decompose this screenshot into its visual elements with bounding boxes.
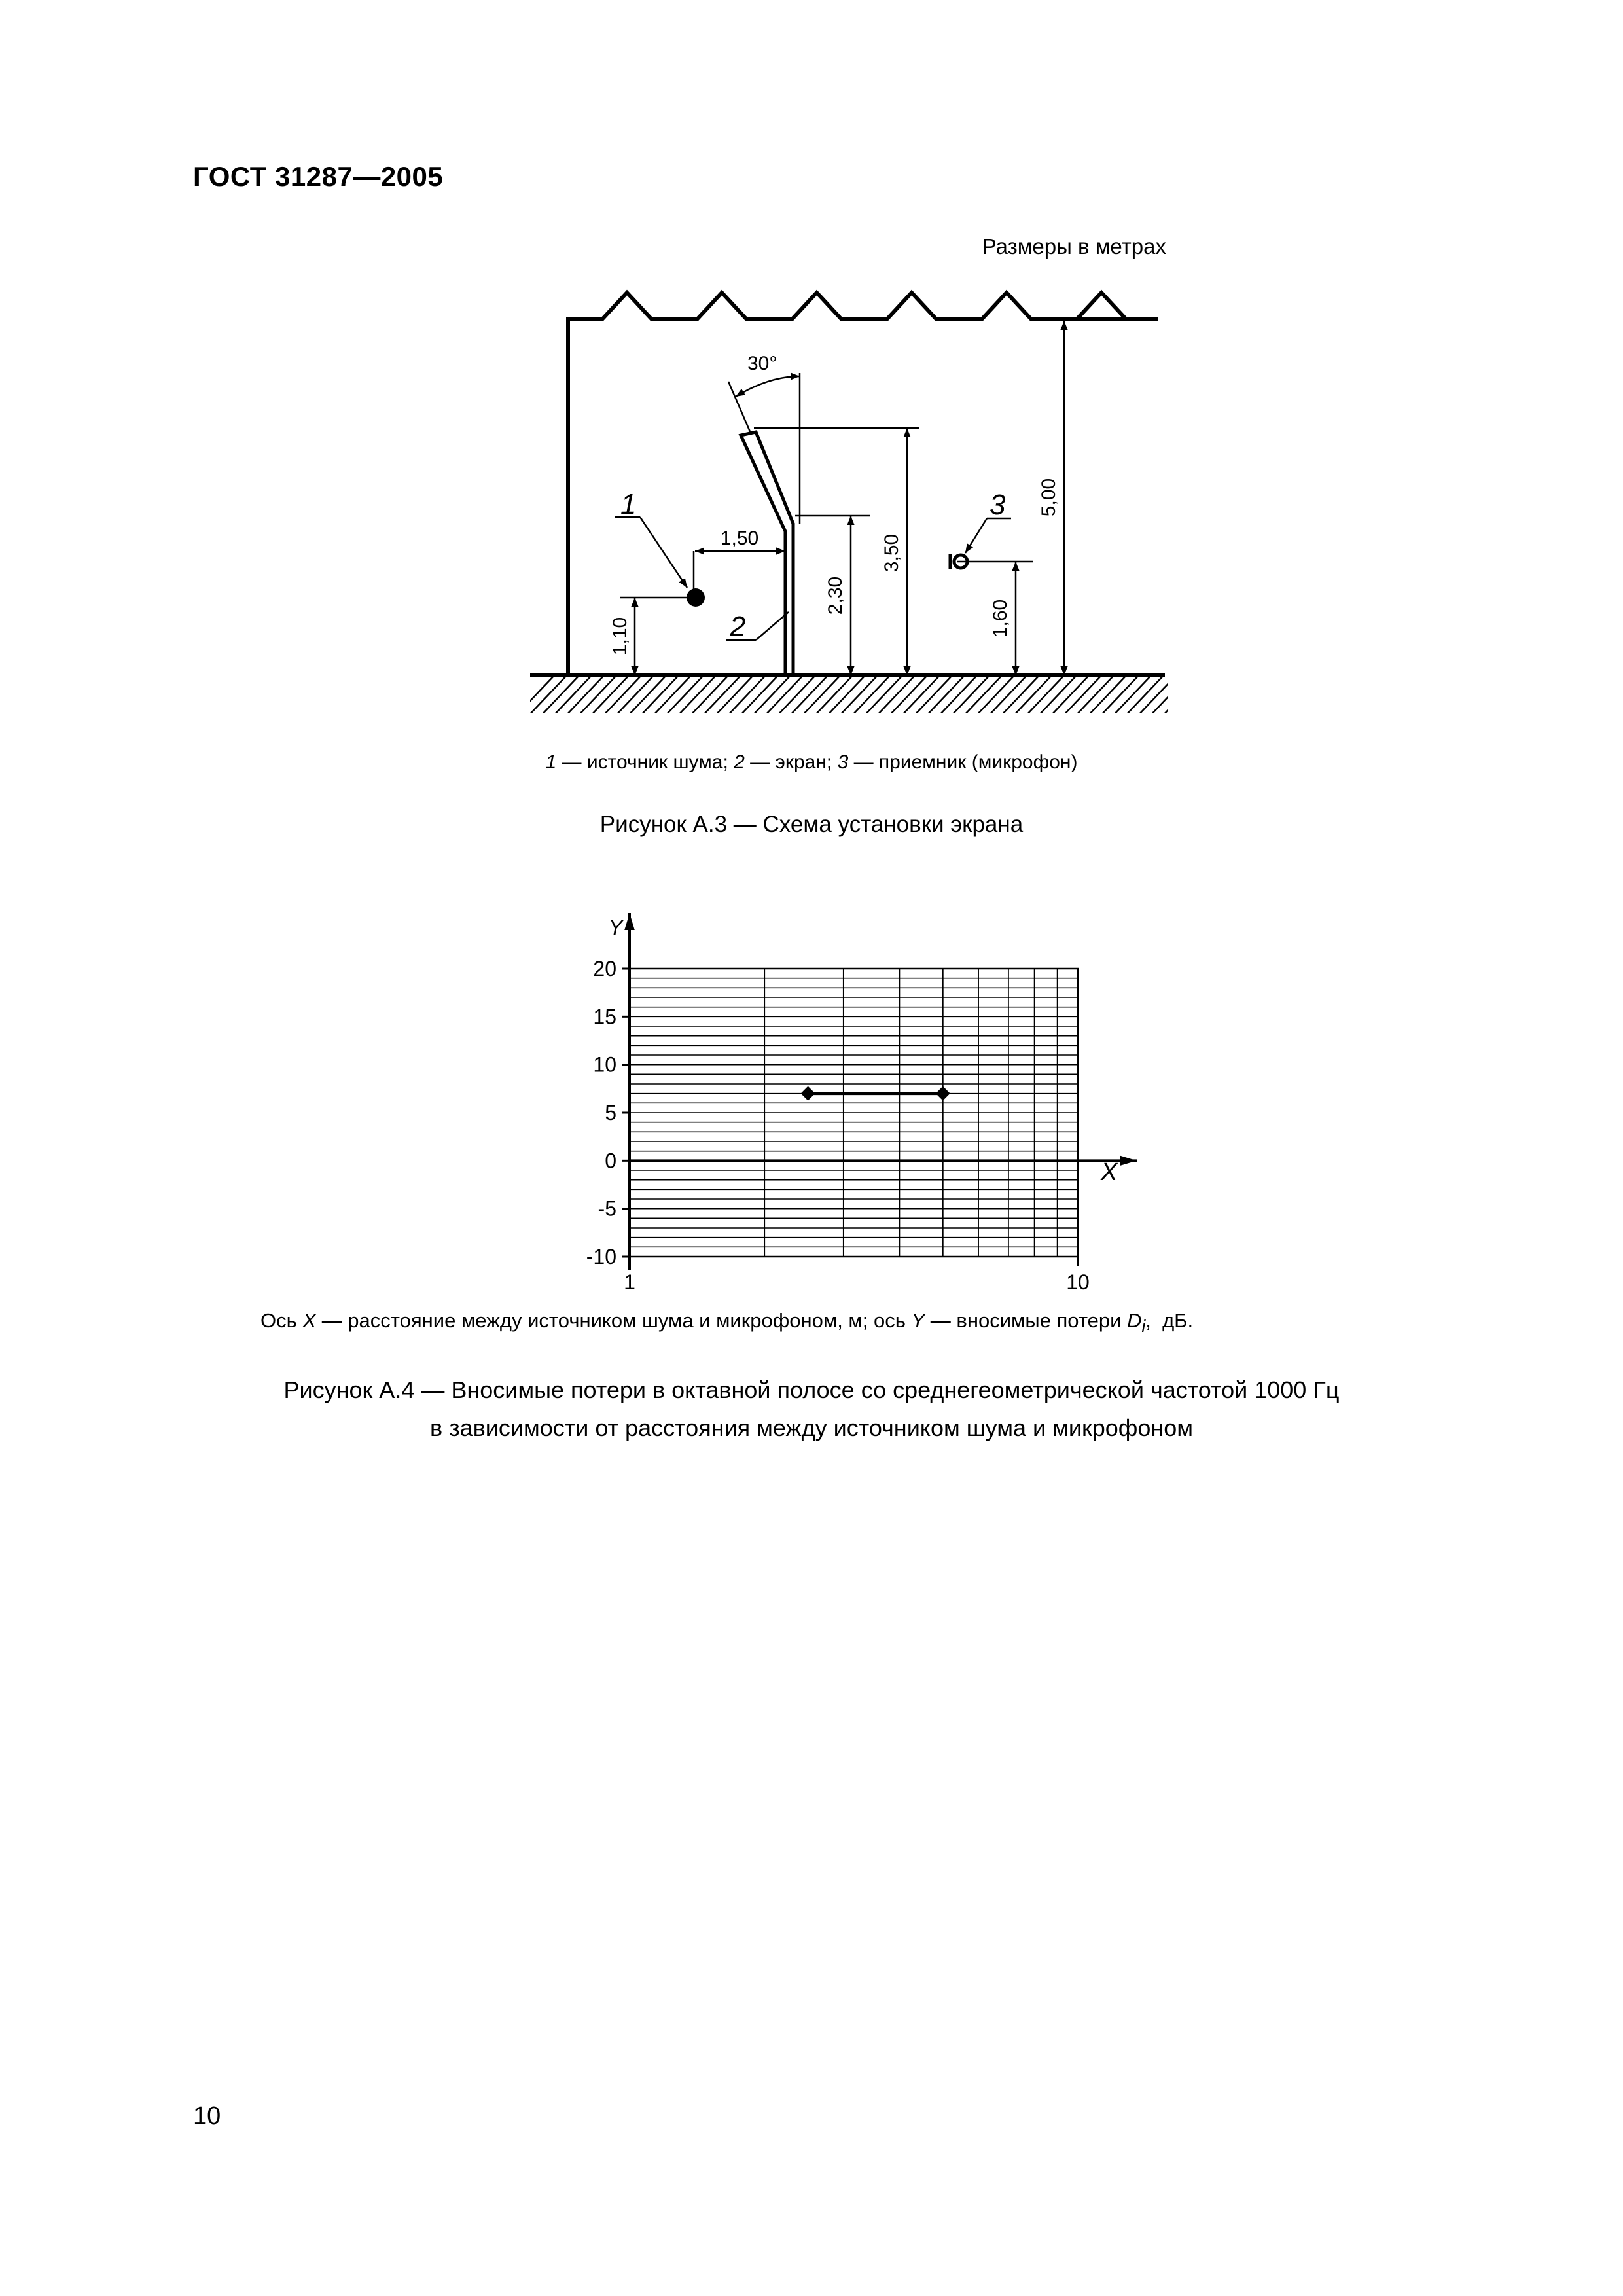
angle-label: 30° [747, 353, 777, 374]
data-point-marker [936, 1086, 950, 1101]
x-axis-label: X [1101, 1158, 1118, 1186]
ground-hatching [517, 677, 1185, 715]
hatch-line [1164, 677, 1185, 715]
document-header: ГОСТ 31287—2005 [193, 161, 444, 192]
y-tick-label: 10 [593, 1052, 616, 1077]
legend-number-2: 2 [734, 751, 745, 773]
chart-grid [630, 969, 1078, 1257]
y-tick-label: 0 [605, 1149, 616, 1173]
callout-source: 1 [620, 488, 637, 520]
axes-note-x: X [302, 1309, 317, 1332]
data-point-marker [801, 1086, 815, 1101]
y-axis-label: Y [609, 916, 623, 939]
callout-screen: 2 [730, 611, 746, 643]
callout-receiver: 3 [990, 489, 1006, 521]
dim-receiver-height: 1,60 [990, 599, 1011, 638]
dim-source-height: 1,10 [609, 617, 631, 656]
legend-text-3: — приемник (микрофон) [848, 751, 1078, 773]
axes-note-sub: i [1141, 1318, 1146, 1336]
legend-number-3: 3 [837, 751, 849, 773]
building-outline [568, 293, 1158, 675]
chart-series [801, 1086, 950, 1101]
dim-screen-top: 3,50 [881, 533, 902, 573]
noise-screen [741, 432, 793, 675]
legend-text-2: — экран; [744, 751, 838, 773]
legend-number-1: 1 [545, 751, 557, 773]
dim-source-to-screen: 1,50 [720, 528, 759, 549]
ground [517, 675, 1185, 715]
figure-a3-caption: Рисунок А.3 — Схема установки экрана [599, 812, 1024, 837]
axes-note-text-4: , дБ. [1145, 1309, 1194, 1332]
caption-a4-line1: Рисунок А.4 — Вносимые потери в октавной полосе со среднегеометрической частотой 1000 Гц [283, 1376, 1340, 1403]
figure-a3-diagram [510, 223, 1185, 740]
axes-note-text-1: Ось [260, 1309, 303, 1332]
figure-a3-legend [0, 751, 1623, 774]
page-number: 10 [193, 2102, 221, 2130]
figure-a4-axes-note [260, 1309, 1193, 1336]
x-tick-label: 1 [624, 1270, 635, 1294]
chart-axes [622, 913, 1137, 1270]
y-tick-label: -10 [586, 1245, 616, 1268]
figure-a4-caption [0, 1371, 1623, 1446]
callout-leaders [615, 517, 1011, 640]
legend-text-1: — источник шума; [556, 751, 734, 773]
caption-a4-line2: в зависимости от расстояния между источником шума и микрофоном [429, 1414, 1194, 1441]
dim-ceiling-height: 5,00 [1038, 478, 1060, 517]
x-tick-label: 10 [1066, 1270, 1090, 1294]
figure-a4-chart [563, 903, 1152, 1296]
y-tick-label: 15 [593, 1005, 616, 1029]
y-tick-label: 20 [593, 957, 616, 980]
noise-source-marker [687, 588, 705, 607]
axes-note-text-2: — расстояние между источником шума и микрофоном, м; ось [316, 1309, 912, 1332]
hatch-line [1176, 677, 1185, 715]
axes-note-y: Y [911, 1309, 925, 1332]
units-note: Размеры в метрах [982, 234, 1166, 259]
dim-screen-lower: 2,30 [825, 576, 846, 615]
axes-note-text-3: — вносимые потери [925, 1309, 1128, 1332]
axes-note-d: D [1127, 1309, 1142, 1332]
y-tick-label: -5 [597, 1196, 616, 1221]
y-tick-label: 5 [605, 1101, 616, 1124]
